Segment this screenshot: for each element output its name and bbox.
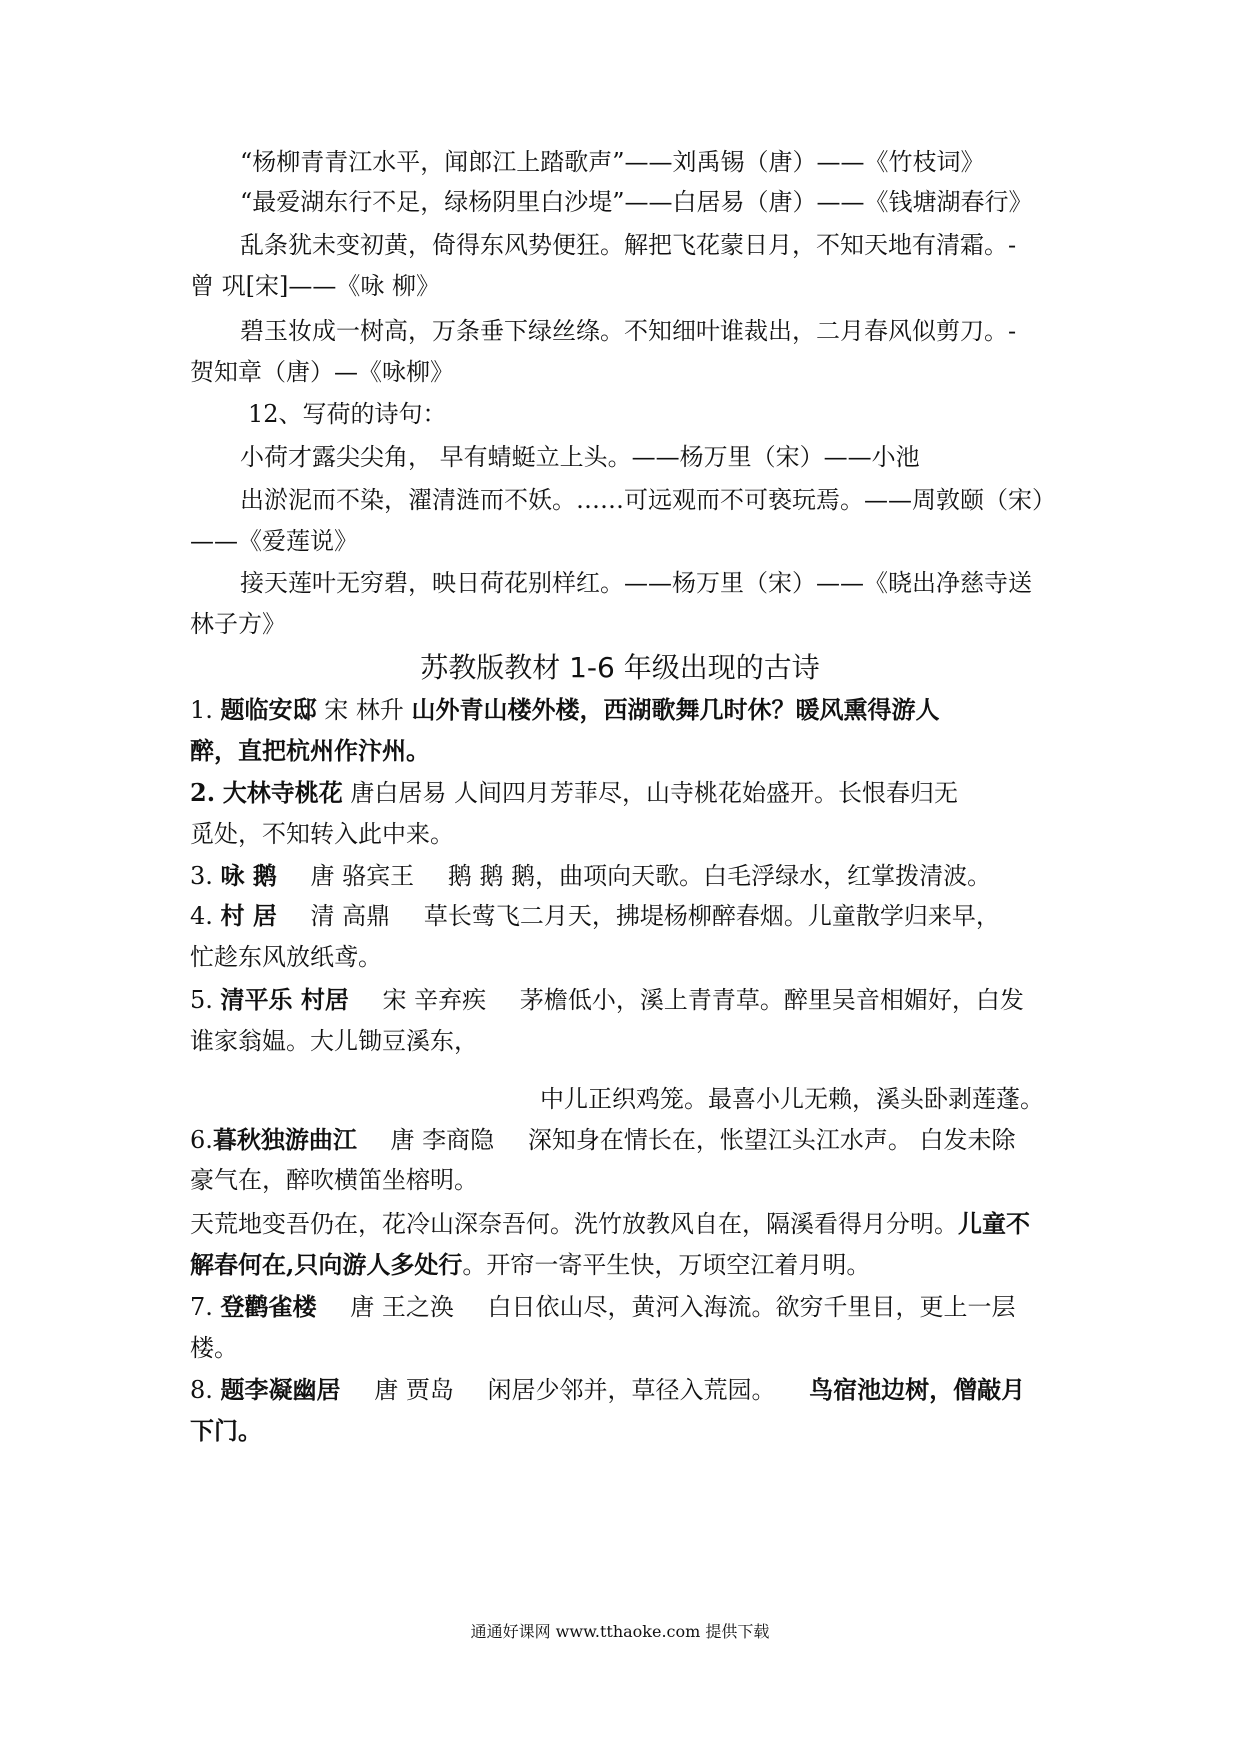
poem-6-line3 (190, 1208, 1070, 1240)
poem-text: 闲居少邻并，草径入荒园。 (487, 1376, 776, 1404)
poem-number: 8. (190, 1376, 213, 1404)
willow-poem-4-line1: 碧玉妆成一树高，万条垂下绿丝绦。不知细叶谁裁出，二月春风似剪刀。- (240, 317, 1017, 345)
poem-author: 宋 辛弃疾 (382, 986, 487, 1014)
poem-text: 草长莺飞二月天，拂堤杨柳醉春烟。儿童散学归来早， (423, 902, 1000, 930)
lotus-heading: 12、写荷的诗句： (248, 400, 447, 428)
poem-text: 茅檐低小，溪上青青草。醉里吴音相媚好，白发 (519, 986, 1024, 1014)
poem-text: 。开帘一寄平生快，万顷空江着月明。 (462, 1251, 871, 1279)
poem-4-line1 (190, 900, 1070, 932)
poem-2-line1 (190, 777, 1070, 809)
poem-title: 大林寺桃花 (222, 778, 343, 807)
poem-5-line1 (190, 984, 1070, 1016)
poem-number: 1. (190, 696, 213, 724)
poem-number: 7. (190, 1293, 213, 1321)
willow-quote-1: “杨柳青青江水平，闻郎江上踏歌声”——刘禹锡（唐）——《竹枝词》 (240, 148, 985, 176)
poem-7-line2: 楼。 (190, 1334, 238, 1362)
poem-text: 深知身在情长在，怅望江头江水声。 白发未除 (527, 1126, 1016, 1154)
poem-author: 唐 王之涣 (350, 1293, 454, 1321)
poem-title: 清平乐 村居 (220, 985, 349, 1014)
poem-6-line2: 豪气在，醉吹横笛坐榕明。 (190, 1166, 478, 1194)
poem-text: 白日依山尽，黄河入海流。欲穷千里目，更上一层 (487, 1293, 1016, 1321)
poem-author: 清 高鼎 (310, 902, 391, 930)
poem-text: 山外青山楼外楼，西湖歌舞几时休？暖风熏得游人 (411, 695, 940, 724)
poem-number: 4. (190, 902, 213, 930)
poem-6-line1 (190, 1124, 1070, 1156)
poem-title: 题李凝幽居 (220, 1375, 341, 1404)
poem-author: 唐 骆宾王 (310, 862, 415, 890)
poem-5-line3: 中儿正织鸡笼。最喜小儿无赖，溪头卧剥莲蓬。 (540, 1085, 1044, 1113)
poem-author: 唐 贾岛 (374, 1376, 454, 1404)
poem-title: 题临安邸 (220, 695, 317, 724)
poem-title: 咏 鹅 (220, 861, 277, 890)
poem-bold-text: 儿童不 (958, 1209, 1030, 1238)
lotus-quote-2-line1: 出淤泥而不染，濯清涟而不妖。……可远观而不可亵玩焉。——周敦颐（宋） (240, 486, 1056, 514)
willow-poem-4-line2: 贺知章（唐）—《咏柳》 (190, 358, 454, 386)
lotus-quote-1: 小荷才露尖尖角， 早有蜻蜓立上头。——杨万里（宋）——小池 (240, 443, 920, 471)
poem-8-line1 (190, 1374, 1070, 1406)
poem-number: 3. (190, 862, 213, 890)
poem-7-line1 (190, 1291, 1070, 1323)
poem-text: 人间四月芳菲尽，山寺桃花始盛开。长恨春归无 (453, 779, 958, 807)
poem-1-line1 (190, 694, 1070, 726)
poem-3-line1 (190, 860, 1070, 892)
poem-author: 宋 林升 (324, 696, 404, 724)
lotus-quote-2-line2: ——《爱莲说》 (190, 527, 358, 555)
willow-poem-3-line1: 乱条犹未变初黄，倚得东风势便狂。解把飞花蒙日月，不知天地有清霜。- (240, 231, 1017, 259)
poem-number: 5. (190, 986, 213, 1014)
willow-quote-2: “最爱湖东行不足，绿杨阴里白沙堤”——白居易（唐）——《钱塘湖春行》 (240, 188, 1033, 216)
poem-author: 唐白居易 (350, 779, 447, 807)
poem-4-line2: 忙趁东风放纸鸢。 (190, 943, 382, 971)
poem-number: 6. (190, 1126, 213, 1154)
poem-title: 村 居 (220, 901, 277, 930)
poem-1-line2: 醉，直把杭州作汴州。 (190, 736, 430, 765)
lotus-quote-3-line1: 接天莲叶无穷碧，映日荷花别样红。——杨万里（宋）——《晓出净慈寺送 (240, 569, 1032, 597)
poem-5-line2: 谁家翁媪。大儿锄豆溪东， (190, 1027, 478, 1055)
poem-text: 天荒地变吾仍在，花冷山深奈吾何。洗竹放教风自在，隔溪看得月分明。 (190, 1210, 958, 1238)
poem-title: 登鹳雀楼 (220, 1292, 317, 1321)
poem-text: 鹅 鹅 鹅，曲项向天歌。白毛浮绿水，红掌拨清波。 (447, 862, 992, 890)
poem-6-line4 (190, 1249, 1070, 1281)
poem-bold-text: 鸟宿池边树，僧敲月 (809, 1375, 1026, 1404)
lotus-quote-3-line2: 林子方》 (190, 610, 286, 638)
poem-title: 暮秋独游曲江 (212, 1125, 357, 1154)
footer-download-note: 通通好课网 www.tthaoke.com 提供下载 (470, 1622, 770, 1641)
poem-author: 唐 李商隐 (390, 1126, 495, 1154)
poem-number: 2. (190, 778, 216, 807)
willow-poem-3-line2: 曾 巩[宋]——《咏 柳》 (190, 272, 440, 300)
poem-2-line2: 觅处，不知转入此中来。 (190, 820, 454, 848)
section-title: 苏教版教材 1-6 年级出现的古诗 (420, 651, 820, 684)
poem-bold-text: 解春何在,只向游人多处行 (190, 1250, 463, 1279)
poem-8-line2: 下门。 (190, 1416, 262, 1445)
